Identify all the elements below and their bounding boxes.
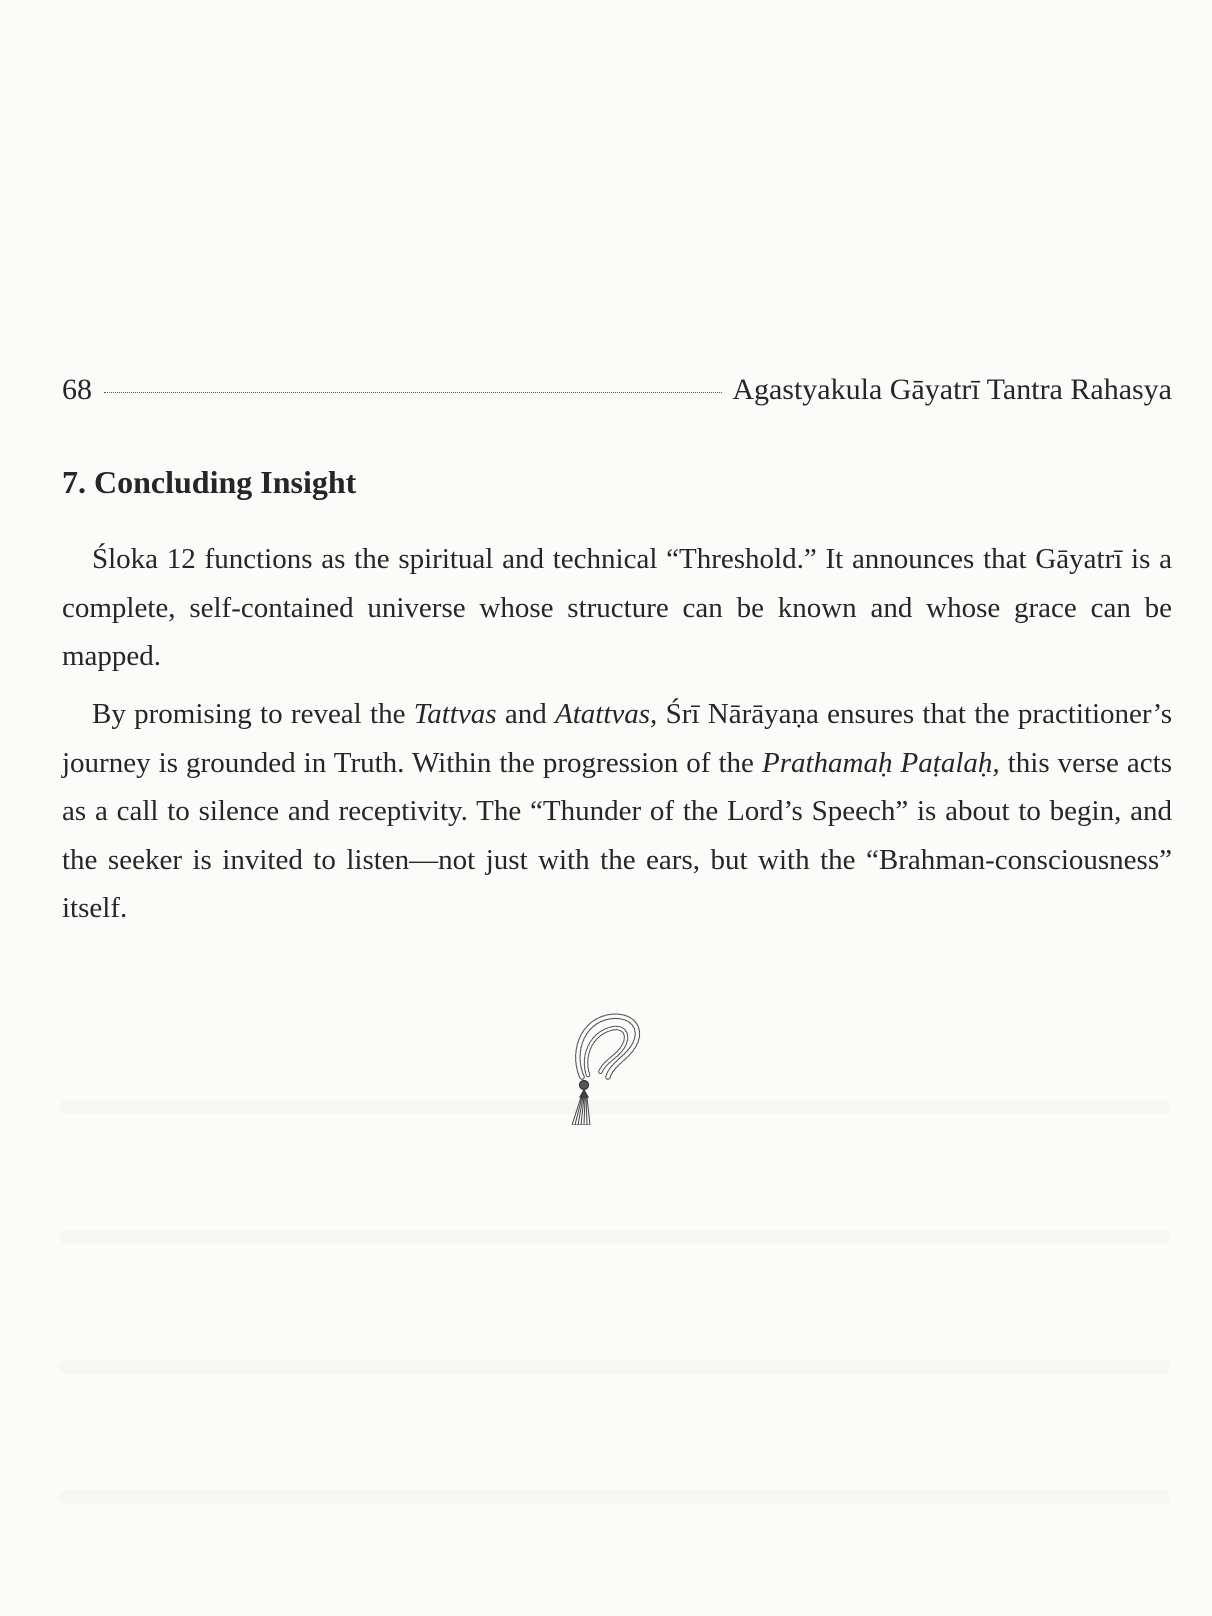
paragraph-text: By promising to reveal the <box>92 698 414 730</box>
bleed-through-shadow <box>60 1360 1170 1374</box>
prayer-beads-mala-icon <box>560 1005 660 1125</box>
paragraph-tattvas <box>62 690 1172 933</box>
dotted-leader <box>104 391 722 393</box>
term-prathamah-patalah: Prathamaḥ Paṭalaḥ, <box>761 746 1000 779</box>
paragraph-threshold: Śloka 12 functions as the spiritual and technical “Threshold.” It announces that Gāyatrī is a complete, self-contained universe whose structure can be known and whose grace can be mapped. <box>62 543 1172 672</box>
term-atattvas: Atattvas, <box>555 698 658 730</box>
mala-illustration <box>560 1005 660 1125</box>
bleed-through-shadow <box>60 1490 1170 1504</box>
paragraph-text: Śrī Nārāyaṇa ensures that the practitioner’s journey is grounded in Truth. Within the progression of the <box>62 698 1173 779</box>
paragraph-text: and <box>496 698 556 730</box>
running-header <box>62 372 1172 408</box>
term-tattvas: Tattvas <box>413 698 497 730</box>
section-heading: 7. Concluding Insight <box>62 464 357 500</box>
page-number: 68 <box>62 373 92 406</box>
paragraph-text: this verse acts as a call to silence and receptivity. The “Thunder of the Lord’s Speech” is about to begin, and the seeker is invited to listen—not just with the ears, but with the “Brahman-consciousness” itself. <box>62 746 1173 924</box>
bleed-through-shadow <box>60 1230 1170 1244</box>
book-title: Agastyakula Gāyatrī Tantra Rahasya <box>732 373 1172 406</box>
